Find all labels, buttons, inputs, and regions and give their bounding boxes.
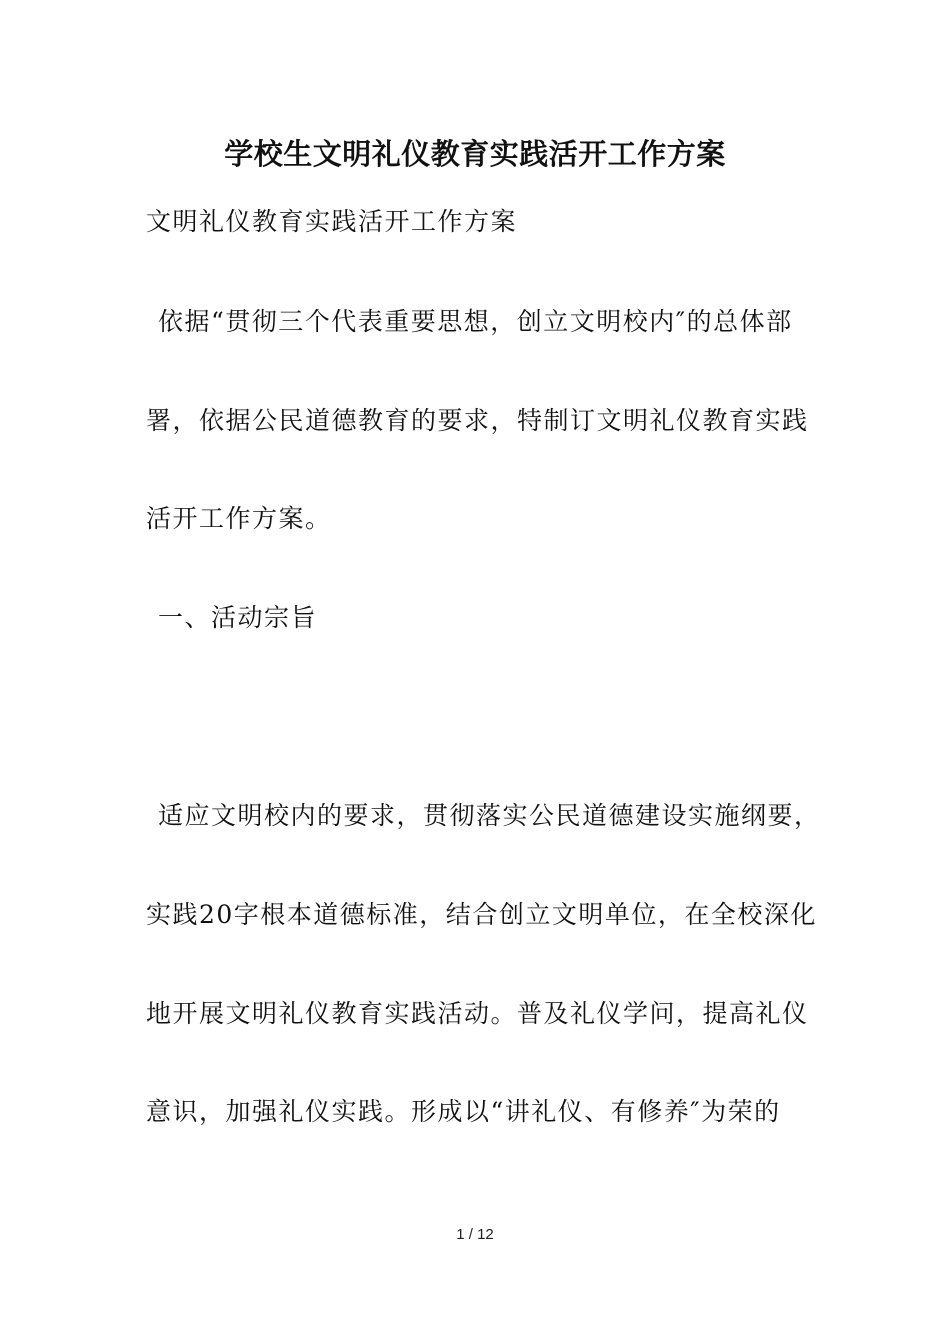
intro-line-1: 依据“贯彻三个代表重要思想，创立文明校内″的总体部 bbox=[158, 307, 793, 336]
page-number: 1 / 12 bbox=[456, 1226, 494, 1243]
intro-line-2: 署，依据公民道德教育的要求，特制订文明礼仪教育实践 bbox=[146, 406, 809, 435]
section-heading: 一、活动宗旨 bbox=[158, 603, 318, 632]
body-line-1: 适应文明校内的要求，贯彻落实公民道德建设实施纲要， bbox=[158, 801, 821, 830]
document-title: 学校生文明礼仪教育实践活开工作方案 bbox=[224, 137, 726, 171]
document-subtitle: 文明礼仪教育实践活开工作方案 bbox=[146, 207, 518, 236]
body-line-2: 实践20字根本道德标准，结合创立文明单位，在全校深化 bbox=[146, 900, 817, 929]
body-line-4: 意识，加强礼仪实践。形成以“讲礼仪、有修养″为荣的 bbox=[146, 1097, 781, 1126]
body-line-3: 地开展文明礼仪教育实践活动。普及礼仪学问，提高礼仪 bbox=[146, 999, 809, 1028]
intro-line-3: 活开工作方案。 bbox=[146, 504, 332, 533]
